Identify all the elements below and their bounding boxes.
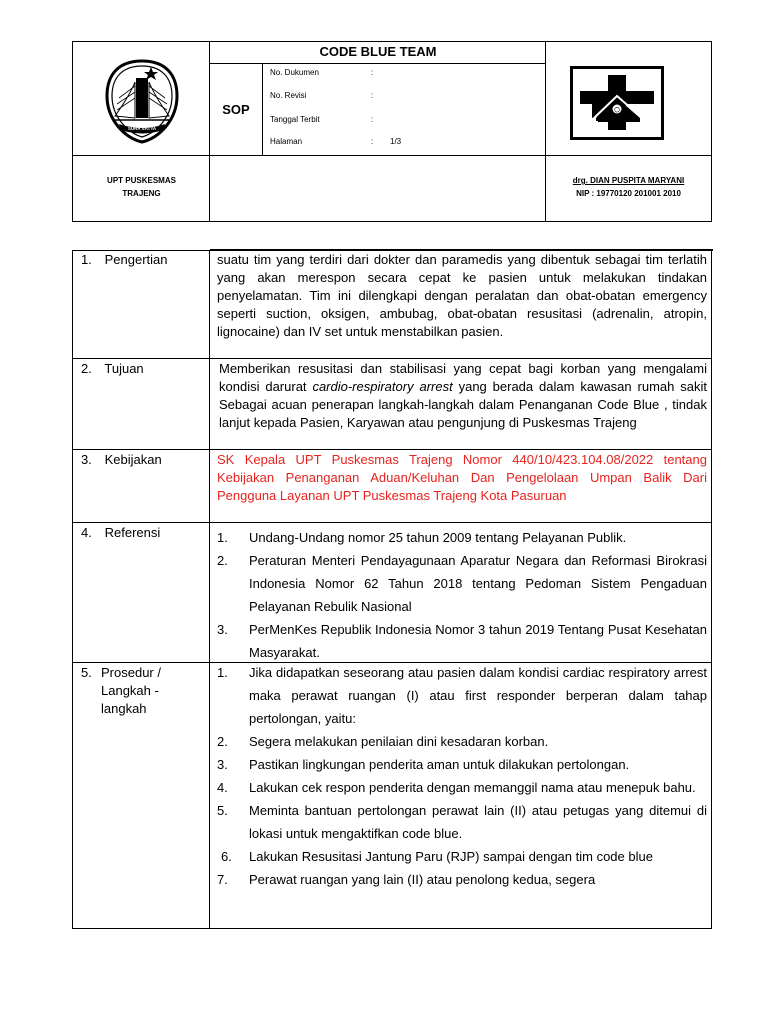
list-item-number: 2. <box>217 553 228 568</box>
org-line: TRAJENG <box>122 189 161 198</box>
puskesmas-cross-house-logo-icon <box>570 66 664 140</box>
list-item <box>217 776 707 799</box>
tujuan-text-end: yang berada dalam kawasan rumah sakit Sebagai acuan penerapan langkah-langkah dalam Penanganan Code Blue , tindak lanjut kepada Pasien, Karyawan atau pengunjung di Puskesmas Trajeng <box>219 379 707 430</box>
org-line: UPT PUSKESMAS <box>107 176 176 185</box>
section-title: Prosedur / <box>101 665 161 680</box>
list-item <box>217 730 707 753</box>
header-divider <box>262 64 263 155</box>
list-item-number: 6. <box>221 849 232 864</box>
list-item-number: 1. <box>217 530 228 545</box>
list-item-number: 4. <box>217 780 228 795</box>
list-item <box>217 618 707 664</box>
referensi-list <box>217 526 707 664</box>
list-item-text: Jika didapatkan seseorang atau pasien dalam kondisi cardiac respiratory arrest maka perawat ruangan (I) atau first responder berperan dalam tahap pertolongan, yaitu: <box>249 665 707 726</box>
sop-label: SOP <box>222 102 250 117</box>
sop-header-table <box>72 41 712 222</box>
list-item-text: Undang-Undang nomor 25 tahun 2009 tentang Pelayanan Publik. <box>249 530 627 545</box>
document-title: CODE BLUE TEAM <box>319 44 437 59</box>
meta-label: Halaman <box>270 137 303 146</box>
svg-text:◯: ◯ <box>614 107 620 113</box>
list-item-text: Meminta bantuan pertolongan perawat lain (II) atau petugas yang ditemui di lokasi untuk mengaktifkan code blue. <box>249 803 707 841</box>
section-number: 5. <box>81 665 92 680</box>
list-item <box>217 549 707 618</box>
meta-label: Tanggal Terbit <box>270 115 320 124</box>
meta-label: No. Revisi <box>270 91 307 100</box>
signatory-block <box>546 156 711 221</box>
section-label-pengertian <box>81 251 168 269</box>
section-title: Referensi <box>104 525 161 540</box>
list-item-number: 3. <box>217 622 228 637</box>
section-label-prosedur <box>81 664 161 718</box>
sop-content-table <box>72 250 712 929</box>
list-item-text: PerMenKes Republik Indonesia Nomor 3 tahun 2019 Tentang Pusat Kesehatan Masyarakat. <box>249 622 707 660</box>
signer-name: drg. DIAN PUSPITA MARYANI <box>572 176 685 185</box>
prosedur-list <box>217 661 707 891</box>
section-label-tujuan <box>81 360 144 378</box>
list-item <box>217 526 707 549</box>
list-item-text: Segera melakukan penilaian dini kesadaran korban. <box>249 734 549 749</box>
list-item-number: 5. <box>217 803 228 818</box>
section-title: Pengertian <box>104 252 168 267</box>
list-item <box>217 868 707 891</box>
list-item-number: 2. <box>217 734 228 749</box>
meta-colon: : <box>371 115 374 124</box>
meta-colon: : <box>371 137 374 146</box>
list-item-number: 7. <box>217 872 228 887</box>
section-title-line: Langkah - <box>101 683 159 698</box>
row-divider <box>73 358 711 359</box>
row-divider <box>73 522 711 523</box>
list-item-number: 1. <box>217 665 228 680</box>
section-number: 2. <box>81 361 92 376</box>
list-item-text: Peraturan Menteri Pendayagunaan Aparatur Negara dan Reformasi Birokrasi Indonesia Nomor 62 Tahun 2018 tentang Pedoman Sistem Pengaduan Pelayanan Rebulik Nasional <box>249 553 707 614</box>
regional-government-emblem-icon <box>101 58 183 144</box>
tujuan-text <box>219 360 707 432</box>
list-item-text: Perawat ruangan yang lain (II) atau penolong kedua, segera <box>249 872 596 887</box>
section-number: 3. <box>81 452 92 467</box>
list-item <box>217 845 707 868</box>
meta-colon: : <box>371 68 374 77</box>
list-item-text: Lakukan Resusitasi Jantung Paru (RJP) sampai dengan tim code blue <box>249 849 653 864</box>
list-item <box>217 799 707 845</box>
column-divider <box>209 251 210 928</box>
list-item <box>217 753 707 776</box>
organization-name <box>73 156 210 221</box>
section-number: 4. <box>81 525 92 540</box>
pengertian-text: suatu tim yang terdiri dari dokter dan paramedis yang dibentuk sebagai tim terlatih yang akan merespon secara cepat ke pasien untuk melakukan tindakan penyelamatan. Tim ini dilengkapi dengan peralatan dan obat-obatan emergency seperti suction, oksigen, ambubag, obat-obatan resusitasi (adrenalin, atropin, lignocaine) dan IV set untuk menstabilkan pasien. <box>217 252 707 339</box>
list-item <box>217 661 707 730</box>
seal-text: SURA SATYA <box>127 126 157 131</box>
signer-nip: NIP : 19770120 201001 2010 <box>576 189 681 198</box>
list-item-text: Pastikan lingkungan penderita aman untuk dilakukan pertolongan. <box>249 757 630 772</box>
tujuan-text-italic: cardio-respiratory arrest <box>312 379 453 394</box>
tujuan-text-start: Memberikan resusitasi dan stabilisasi yang cepat bagi korban yang mengalami kondisi darurat <box>219 361 707 394</box>
list-item-text: Lakukan cek respon penderita dengan memanggil nama atau menepuk bahu. <box>249 780 696 795</box>
section-label-referensi <box>81 524 160 542</box>
list-item-number: 3. <box>217 757 228 772</box>
row-divider <box>73 449 711 450</box>
section-title: Kebijakan <box>104 452 162 467</box>
section-title-line: langkah <box>101 701 147 716</box>
section-label-kebijakan <box>81 451 162 469</box>
meta-label: No. Dukumen <box>270 68 319 77</box>
section-number: 1. <box>81 252 92 267</box>
section-title: Tujuan <box>104 361 144 376</box>
meta-colon: : <box>371 91 374 100</box>
meta-value: 1/3 <box>390 137 402 146</box>
kebijakan-text: SK Kepala UPT Puskesmas Trajeng Nomor 440/10/423.104.08/2022 tentang Kebijakan Penanganan Aduan/Keluhan Dan Pengelolaan Umpan Balik Dari Pengguna Layanan UPT Puskesmas Trajeng Kota Pasuruan <box>217 452 707 503</box>
